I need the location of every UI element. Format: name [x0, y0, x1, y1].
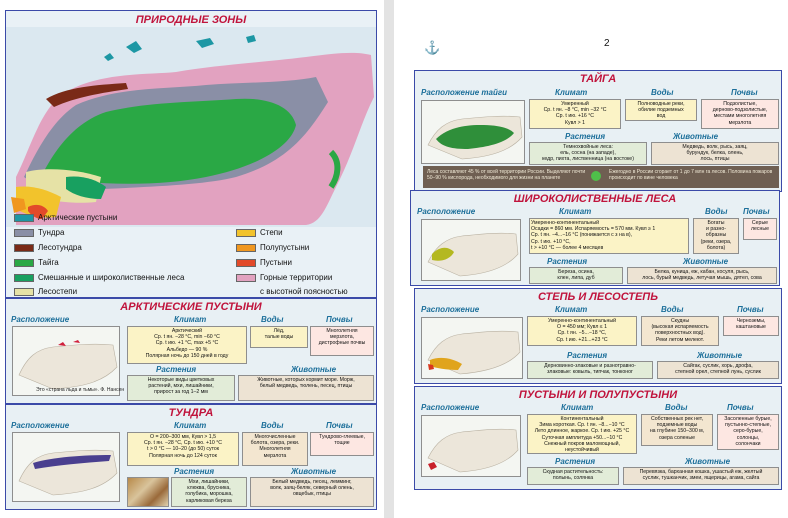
steppe-plants-box: Дерновинно-злаковые и разнотравно- злаковые: ковыль, типчак, тонконог	[527, 361, 653, 379]
taiga-animals-label: Животные	[673, 132, 719, 141]
taiga-plants-box: Темнохвойные леса: ель, сосна (на западе), кедр, пихта, лиственница (на востоке)	[529, 142, 647, 165]
arctic-quote: Это «страна льда и тьмы». Ф. Нансен	[36, 387, 125, 393]
broadleaf-location-label: Расположение	[417, 207, 476, 216]
taiga-animals-box: Медведь, волк, рысь, заяц, бурундук, белка, олень, лось, птицы	[651, 142, 779, 165]
taiga-soils-label: Почвы	[731, 88, 758, 97]
steppe-climate-box: Умеренно-континентальный О = 450 мм; Кувл ≤ 1 Ср. t ян. −5...−18 °С, Ср. t ию. +21...+23 °С	[527, 316, 637, 346]
tundra-plants-photo	[127, 477, 169, 507]
broadleaf-climate-label: Климат	[559, 207, 592, 216]
taiga-facts-strip	[423, 166, 779, 188]
arctic-climate-label: Климат	[174, 315, 207, 324]
legend-item-semi-desert: Полупустыни	[236, 243, 309, 252]
tundra-plants-label: Растения	[174, 467, 215, 476]
arctic-climate-box: Арктический Ср. t ян. −28 °С, min −60 °С Ср. t ию. +1 °С, max +5 °С Альбедо — 90 % Полярная ночь до 150 дней в году	[127, 326, 247, 364]
anchor-icon: ⚓	[424, 40, 441, 55]
arctic-waters-box: Лёд, талые воды	[250, 326, 308, 348]
steppe-location-map	[421, 317, 523, 379]
taiga-location-label: Расположение тайги	[421, 88, 507, 97]
steppe-card	[414, 288, 782, 384]
legend-item-taiga: Тайга	[14, 258, 59, 267]
taiga-waters-label: Воды	[651, 88, 674, 97]
taiga-plants-label: Растения	[565, 132, 606, 141]
desert-plants-label: Растения	[555, 457, 596, 466]
desert-climate-box: Континентальный Зима короткая. Ср. t ян. −8...−10 °С Лето длинное, жаркое. Ср. t ию. +25 °С Суточная амплитуда +50...−10 °С Снежный покров маломощный, неустойчивый	[527, 414, 637, 454]
steppe-waters-label: Воды	[661, 305, 684, 314]
tundra-soils-label: Почвы	[326, 421, 353, 430]
page-gap	[384, 0, 394, 518]
steppe-waters-box: Скудны (высокая испаряемость поверхностных вод). Реки летом мелеют.	[641, 316, 719, 346]
broadleaf-plants-label: Растения	[547, 257, 588, 266]
tundra-waters-label: Воды	[261, 421, 284, 430]
taiga-fact-1: Леса составляют 45 % от всей территории России. Выделяют почти 50–90 % кислорода, необходимого для жизни на планете	[427, 169, 586, 181]
taiga-soils-box: Подзолистые, дерново-подзолистые, местами многолетняя мерзлота	[701, 99, 779, 129]
broadleaf-soils-label: Почвы	[743, 207, 770, 216]
desert-climate-label: Климат	[561, 403, 594, 412]
broadleaf-plants-box: Береза, осина, клен, липа, дуб	[529, 267, 623, 284]
taiga-fact-2: Ежегодно в России сгорает от 1 до 7 млн га лесов. Половина пожаров происходит по вине человека	[609, 169, 773, 181]
legend-item-mountains: Горные территории	[236, 273, 332, 282]
desert-waters-box: Собственных рек нет, подземные воды на глубине 150–300 м, озера соленые	[641, 414, 713, 446]
broadleaf-animals-box: Белка, куница, еж, кабан, косуля, рысь, лось, бурый медведь, летучая мышь, дятел, сова	[627, 267, 777, 284]
legend-item-desert: Пустыни	[236, 258, 292, 267]
legend-item-steppe: Степи	[236, 228, 283, 237]
tundra-plants-box: Мхи, лишайники, клюква, брусника, голубика, морошка, карликовая береза	[171, 477, 247, 507]
arctic-animals-label: Животные	[291, 365, 337, 374]
tundra-location-label: Расположение	[11, 421, 70, 430]
tundra-animals-box: Белый медведь, песец, лемминг, волк, заяц-беляк, северный олень, овцебык, птицы	[250, 477, 374, 507]
desert-waters-label: Воды	[665, 403, 688, 412]
desert-location-label: Расположение	[421, 403, 480, 412]
steppe-title: СТЕПЬ И ЛЕСОСТЕПЬ	[538, 291, 658, 303]
arctic-plants-box: Некоторые виды цветковых растений, мхи, лишайники, прирост за год 1–2 мм	[127, 375, 235, 401]
arctic-waters-label: Воды	[261, 315, 284, 324]
taiga-climate-box: Умеренный Ср. t ян. −8 °С, min −32 °С Ср. t ию. +16 °С Кувл > 1	[529, 99, 621, 129]
russia-zones-map	[6, 27, 376, 227]
steppe-animals-label: Животные	[697, 351, 743, 360]
broadleaf-card	[410, 190, 780, 286]
arctic-location-map	[12, 326, 120, 396]
steppe-animals-box: Сайгак, суслик, хорь, дрофа, степной орел, степной лунь, суслик	[657, 361, 779, 379]
arctic-soils-box: Многолетняя мерзлота, дистрофные почвы	[310, 326, 374, 356]
steppe-soils-label: Почвы	[737, 305, 764, 314]
broadleaf-climate-box: Умеренно-континентальный Осадки = 860 мм. Испаряемость = 570 мм. Кувл ≥ 1 Ср. t ян. −4...−16 °С (понижается с з на в), Ср. t ию. +10 °С, t > +10 °С — более 4 месяцев	[529, 218, 689, 254]
steppe-plants-label: Растения	[567, 351, 608, 360]
arctic-desert-card	[5, 298, 377, 404]
legend-item-forest-tundra: Лесотундра	[14, 243, 82, 252]
page-number: 2	[604, 38, 610, 49]
taiga-title: ТАЙГА	[579, 73, 617, 85]
broadleaf-soils-box: Серые лесные	[743, 218, 777, 240]
taiga-waters-box: Полноводные реки, обилие подземных вод	[625, 99, 697, 121]
desert-animals-label: Животные	[685, 457, 731, 466]
broadleaf-animals-label: Животные	[683, 257, 729, 266]
natural-zones-title: ПРИРОДНЫЕ ЗОНЫ	[135, 14, 247, 26]
tundra-soils-box: Тундрово-глеевые, тощие	[310, 432, 374, 456]
desert-card	[414, 386, 782, 490]
taiga-location-map	[421, 100, 525, 164]
desert-plants-box: Скудная растительность: полынь, солянка	[527, 467, 619, 485]
desert-animals-box: Перевязка, барханная кошка, ушастый еж, желтый суслик, тушканчик, змеи, ящерицы, агама, сайга	[623, 467, 779, 485]
broadleaf-waters-box: Богаты и разно- образны (реки, озера, болота)	[693, 218, 739, 254]
taiga-fact-icon	[591, 171, 601, 181]
legend-item-forest-steppe: Лесостепи	[14, 287, 77, 296]
arctic-location-label: Расположение	[11, 315, 70, 324]
tundra-title: ТУНДРА	[168, 407, 214, 419]
taiga-climate-label: Климат	[555, 88, 588, 97]
arctic-animals-box: Животные, которых кормит море. Морж, белый медведь, тюлень, песец, птицы	[238, 375, 374, 401]
tundra-waters-box: Многочисленные болота, озера, реки. Многолетняя мерзлота	[242, 432, 308, 466]
desert-soils-box: Засоленные бурые, пустынно-степные, серо-бурые, солонцы, солончаки	[717, 414, 779, 450]
desert-location-map	[421, 415, 521, 477]
desert-title: ПУСТЫНИ И ПОЛУПУСТЫНИ	[518, 389, 678, 401]
tundra-climate-box: О = 200–300 мм, Кувл > 1,5 Ср. t ян. −28 °С, Ср. t ию. +10 °С t > 0 °С — 10–20 (до 50) суток Полярная ночь до 124 суток	[127, 432, 239, 466]
tundra-climate-label: Климат	[174, 421, 207, 430]
broadleaf-waters-label: Воды	[705, 207, 728, 216]
steppe-soils-box: Черноземы, каштановые	[723, 316, 779, 336]
broadleaf-title: ШИРОКОЛИСТВЕННЫЕ ЛЕСА	[513, 193, 677, 205]
legend-item-tundra: Тундра	[14, 228, 64, 237]
broadleaf-location-map	[421, 219, 521, 281]
natural-zones-panel	[5, 10, 377, 298]
arctic-title: АРКТИЧЕСКИЕ ПУСТЫНИ	[120, 301, 262, 313]
tundra-card	[5, 404, 377, 510]
tundra-location-map	[12, 432, 120, 502]
arctic-soils-label: Почвы	[326, 315, 353, 324]
tundra-animals-label: Животные	[291, 467, 337, 476]
arctic-plants-label: Растения	[156, 365, 197, 374]
legend-item-arctic: Арктические пустыни	[14, 213, 117, 222]
desert-soils-label: Почвы	[727, 403, 754, 412]
steppe-location-label: Расположение	[421, 305, 480, 314]
steppe-climate-label: Климат	[555, 305, 588, 314]
legend-item-mixed-forest: Смешанные и широколиственные леса	[14, 273, 184, 282]
legend-item-mountains-extra: с высотной поясностью	[260, 287, 348, 296]
